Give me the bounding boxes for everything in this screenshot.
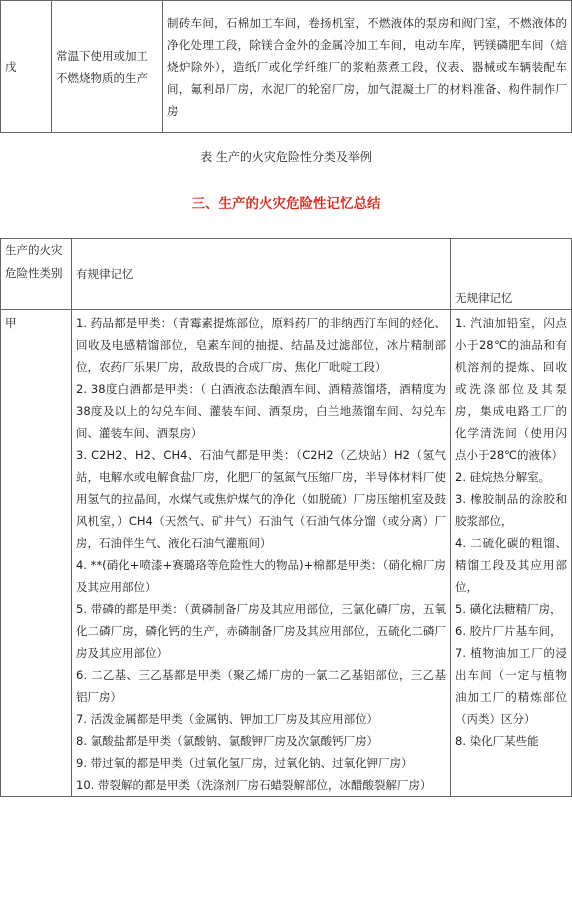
section-heading: 三、生产的火灾危险性记忆总结 bbox=[191, 196, 381, 212]
list-item: 5. 带磷的都是甲类：（黄磷制备厂房及其应用部位，三氯化磷厂房，五氧化二磷厂房，磷化钙的生产，赤磷制备厂房及其应用部位，五硫化二磷厂房及其应用部位） bbox=[76, 602, 446, 660]
list-item: 7. 植物油加工厂的浸出车间（一定与植物油加工厂的精炼部位（丙类）区分） bbox=[455, 646, 567, 726]
list-item: 10. 带裂解的都是甲类（洗涤剂厂房石蜡裂解部位，冰醋酸裂解厂房） bbox=[76, 778, 432, 792]
category-cell: 戊 bbox=[1, 1, 52, 133]
irregular-memory-cell bbox=[451, 310, 572, 797]
list-item: 3. 橡胶制品的涂胶和胶浆部位， bbox=[455, 492, 567, 528]
list-item: 6. 二乙基、三乙基都是甲类（聚乙烯厂房的一氯二乙基铝部位，三乙基铝厂房） bbox=[76, 668, 446, 704]
fire-hazard-table-continued bbox=[0, 0, 572, 133]
list-item: 1. 药品都是甲类：（青霉素提炼部位，原料药厂的非纳西汀车间的烃化、回收及电感精馏部位，皂素车间的抽提、结晶及过滤部位，冰片精制部位，农药厂乐果厂房，敌敌畏的合成厂房、焦化厂吡啶工段） bbox=[76, 316, 446, 374]
description-cell: 常温下使用或加工不燃烧物质的生产 bbox=[52, 1, 163, 133]
table-row bbox=[1, 1, 572, 133]
list-item: 4. **(硝化+喷漆+赛璐珞等危险性大的物品)+棉都是甲类：（硝化棉厂房及其应用部位） bbox=[76, 558, 446, 594]
list-item: 7. 活泼金属都是甲类（金属钠、钾加工厂房及其应用部位） bbox=[76, 712, 379, 726]
list-item: 1. 汽油加铅室，闪点小于28℃的油品和有机溶剂的提炼、回收或洗涤部位及其泵房，集成电路工厂的化学清洗间（使用闪点小于28℃的液体） bbox=[455, 316, 567, 462]
list-item: 8. 染化厂某些能 bbox=[455, 734, 539, 748]
category-cell: 甲 bbox=[1, 310, 72, 797]
regular-memory-cell bbox=[72, 310, 451, 797]
list-item: 8. 氯酸盐都是甲类（氯酸钠、氯酸钾厂房及次氯酸钙厂房） bbox=[76, 734, 379, 748]
table-header-row bbox=[1, 239, 572, 310]
list-item: 2. 硅烷热分解室。 bbox=[455, 470, 551, 484]
header-regular: 有规律记忆 bbox=[72, 239, 451, 310]
list-item: 5. 磺化法糖精厂房， bbox=[455, 602, 562, 616]
list-item: 9. 带过氧的都是甲类（过氧化氢厂房，过氧化钠、过氧化钾厂房） bbox=[76, 756, 413, 770]
header-irregular: 无规律记忆 bbox=[451, 239, 572, 310]
list-item: 6. 胶片厂片基车间， bbox=[455, 624, 562, 638]
table-row bbox=[1, 310, 572, 797]
header-category: 生产的火灾危险性类别 bbox=[1, 239, 72, 310]
examples-cell: 制砖车间，石棉加工车间，卷扬机室，不燃液体的泵房和阀门室，不燃液体的净化处理工段，除镁合金外的金属冷加工车间，电动车库，钙镁磷肥车间（焙烧炉除外），造纸厂或化学纤维厂的浆粕蒸煮工段，仪表、器械或车辆装配车间，氟利昂厂房，水泥厂的轮窑厂房，加气混凝土厂的材料准备、构件制作厂房 bbox=[163, 1, 572, 133]
memory-summary-table bbox=[0, 238, 572, 797]
list-item: 2. 38度白酒都是甲类：（ 白酒液态法酿酒车间、酒精蒸馏塔，酒精度为38度及以上的勾兑车间、灌装车间、酒泵房，白兰地蒸馏车间、勾兑车间、灌装车间、酒泵房） bbox=[76, 382, 446, 440]
table-caption: 表 生产的火灾危险性分类及举例 bbox=[200, 150, 372, 164]
list-item: 4. 二硫化碳的粗馏、精馏工段及其应用部位， bbox=[455, 536, 567, 594]
list-item: 3. C2H2、H2、CH4、石油气都是甲类：（C2H2（乙炔站）H2（氢气站，电解水或电解食盐厂房，化肥厂的氢氮气压缩厂房，半导体材料厂使用氢气的拉晶间，水煤气或焦炉煤气的净化（如脱硫）厂房压缩机室及鼓风机室，）CH4（天然气、矿井气）石油气（石油气体分馏（或分离）厂房，石油伴生气、液化石油气灌瓶间） bbox=[76, 448, 446, 550]
